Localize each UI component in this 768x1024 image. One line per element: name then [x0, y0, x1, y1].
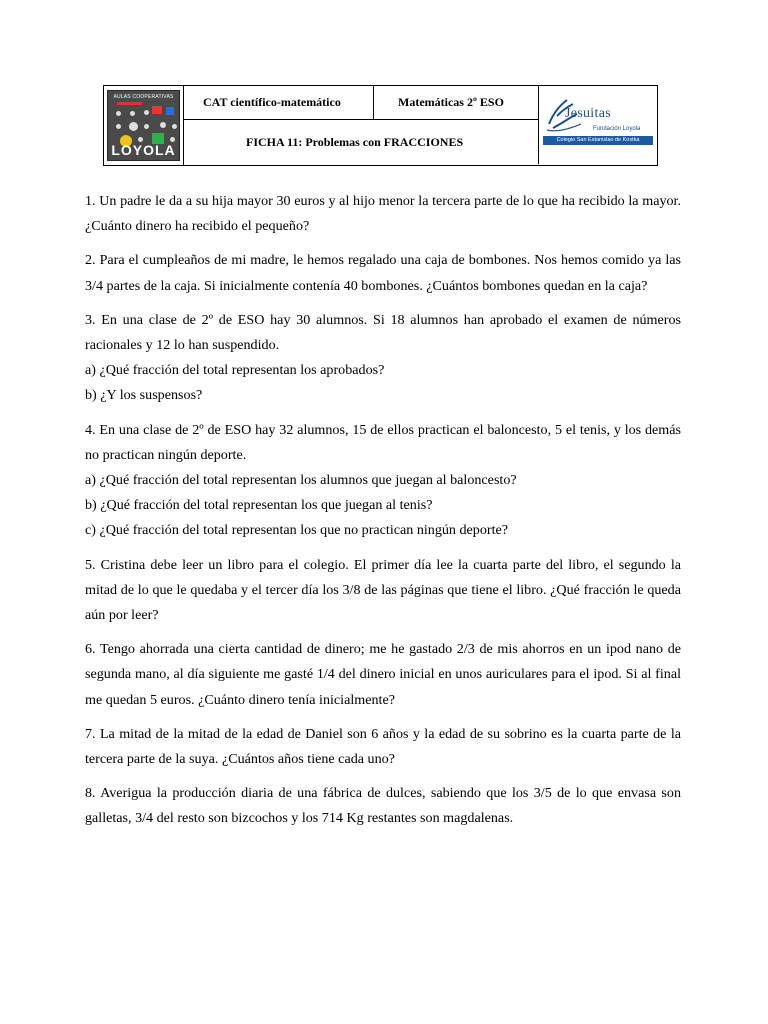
problem-4	[85, 418, 681, 544]
problem-5	[85, 553, 681, 629]
problem-text: 6. Tengo ahorrada una cierta cantidad de dinero; me he gastado 2/3 de mis ahorros en un ipod nano de segunda mano, al día siguiente me gasté 1/4 del dinero inicial en unos auriculares para el ipod. Si al final me quedan 5 euros. ¿Cuánto dinero tenía inicialmente?	[85, 641, 681, 708]
problem-text: 8. Averigua la producción diaria de una fábrica de dulces, sabiendo que los 3/5 de lo que envasa son galletas, 3/4 del resto son bizcochos y los 714 Kg restantes son magdalenas.	[85, 785, 681, 827]
jesuitas-logo-sub: Fundación Loyola	[593, 126, 641, 132]
problem-list	[85, 189, 681, 841]
problem-7	[85, 722, 681, 772]
sub-question: b) ¿Qué fracción del total representan los que juegan al tenis?	[85, 497, 433, 514]
sub-question: a) ¿Qué fracción del total representan los alumnos que juegan al baloncesto?	[85, 472, 517, 489]
sub-question: c) ¿Qué fracción del total representan los que no practican ningún deporte?	[85, 522, 509, 539]
jesuitas-logo	[539, 86, 656, 164]
header-subject-cell	[374, 86, 539, 120]
sub-question: b) ¿Y los suspensos?	[85, 387, 203, 404]
problem-text: 2. Para el cumpleaños de mi madre, le hemos regalado una caja de bombones. Nos hemos comido ya las 3/4 partes de la caja. Si inicialmente contenía 40 bombones. ¿Cuántos bombones quedan en la caja?	[85, 252, 681, 294]
problem-6	[85, 637, 681, 713]
problem-text: 7. La mitad de la mitad de la edad de Daniel son 6 años y la edad de su sobrino es la cuarta parte de la tercera parte de la suya. ¿Cuántos años tiene cada uno?	[85, 725, 681, 768]
loyola-logo-top-text: AULAS COOPERATIVAS	[113, 94, 174, 100]
header-ficha-cell	[184, 120, 539, 164]
header-cat-cell	[184, 86, 374, 120]
loyola-logo-name: LOYOLA	[111, 142, 176, 158]
problem-1	[85, 189, 681, 239]
header-subject: Matemáticas 2º ESO	[398, 95, 504, 109]
jesuitas-logo-name: Jesuitas	[565, 106, 611, 121]
problem-text: 1. Un padre le da a su hija mayor 30 euros y al hijo menor la tercera parte de lo que ha recibido la mayor. ¿Cuánto dinero ha recibido el pequeño?	[85, 193, 681, 235]
problem-2	[85, 248, 681, 298]
sub-question: a) ¿Qué fracción del total representan los aprobados?	[85, 362, 385, 379]
problem-8	[85, 781, 681, 831]
problem-text: 3. En una clase de 2º de ESO hay 30 alumnos. Si 18 alumnos han aprobado el examen de números racionales y 12 lo han suspendido.	[85, 311, 681, 354]
problem-text: 5. Cristina debe leer un libro para el colegio. El primer día lee la cuarta parte del libro, el segundo la mitad de lo que le quedaba y el tercer día los 3/8 de las páginas que tiene el libro. ¿Qué fracción le queda aún por leer?	[85, 556, 681, 624]
loyola-logo	[104, 86, 184, 165]
worksheet-title: FICHA 11: Problemas con FRACCIONES	[246, 135, 464, 149]
header-cat: CAT científico-matemático	[203, 95, 341, 109]
worksheet-header	[103, 85, 658, 166]
problem-3	[85, 308, 681, 409]
jesuitas-logo-band: Colegio San Estanislao de Kostka	[543, 136, 653, 145]
problem-text: 4. En una clase de 2º de ESO hay 32 alumnos, 15 de ellos practican el baloncesto, 5 el tenis, y los demás no practican ningún deporte.	[85, 421, 681, 463]
